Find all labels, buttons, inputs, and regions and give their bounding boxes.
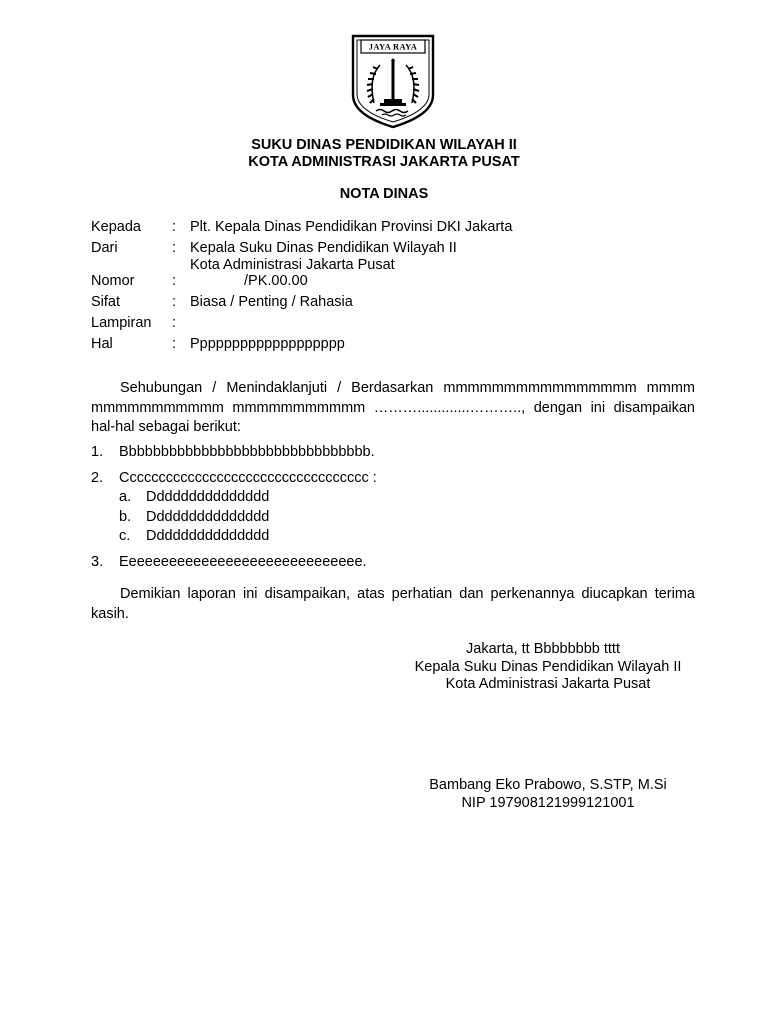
field-colon: :: [172, 315, 177, 331]
jakarta-crest-logo: [350, 33, 436, 129]
list-number: 2.: [91, 470, 104, 486]
field-label: Hal: [91, 336, 113, 352]
list-number: 1.: [91, 444, 104, 460]
closing-paragraph: Demikian laporan ini disampaikan, atas perhatian dan perkenannya diucapkan terima kasih.: [91, 586, 695, 622]
intro-paragraph: Sehubungan / Menindaklanjuti / Berdasarkan mmmmmmmmmmmmmmmm mmmm mmmmmmmmmmm mmmmmmmmmmm ……….............……….., dengan ini disampaikan hal-hal sebagai berikut:: [91, 380, 695, 435]
field-colon: :: [172, 240, 177, 256]
signature-position-line1: Kepala Suku Dinas Pendidikan Wilayah II: [414, 659, 682, 675]
field-value-line2: Kota Administrasi Jakarta Pusat: [190, 257, 395, 273]
field-colon: :: [172, 336, 177, 352]
document-title: NOTA DINAS: [339, 186, 429, 202]
signature-place-date: Jakarta, tt Bbbbbbbb tttt: [466, 641, 620, 657]
field-value: Ppppppppppppppppppp: [190, 336, 345, 352]
field-label: Kepada: [91, 219, 141, 235]
field-colon: :: [172, 273, 177, 289]
logo-banner-text: JAYA RAYA: [368, 41, 418, 52]
field-label: Nomor: [91, 273, 135, 289]
sub-list-letter: a.: [119, 489, 132, 505]
agency-city: KOTA ADMINISTRASI JAKARTA PUSAT: [248, 154, 520, 170]
signatory-name: Bambang Eko Prabowo, S.STP, M.Si: [429, 777, 667, 793]
field-label: Sifat: [91, 294, 121, 310]
field-value: Plt. Kepala Dinas Pendidikan Provinsi DKI Jakarta: [190, 219, 513, 235]
list-text: Bbbbbbbbbbbbbbbbbbbbbbbbbbbbbbb.: [119, 444, 375, 460]
sub-list-text: Ddddddddddddddd: [146, 489, 270, 505]
field-colon: :: [172, 294, 177, 310]
sub-list-text: Ddddddddddddddd: [146, 528, 270, 544]
field-value: /PK.00.00: [244, 273, 308, 289]
list-text: Eeeeeeeeeeeeeeeeeeeeeeeeeeeeee.: [119, 554, 367, 570]
field-colon: :: [172, 219, 177, 235]
field-value: Biasa / Penting / Rahasia: [190, 294, 353, 310]
field-label: Lampiran: [91, 315, 152, 331]
sub-list-letter: b.: [119, 509, 132, 525]
list-number: 3.: [91, 554, 104, 570]
agency-name: SUKU DINAS PENDIDIKAN WILAYAH II: [251, 137, 517, 153]
signatory-nip: NIP 197908121999121001: [461, 795, 635, 811]
list-text: Cccccccccccccccccccccccccccccccccc :: [119, 470, 377, 486]
field-label: Dari: [91, 240, 118, 256]
sub-list-text: Ddddddddddddddd: [146, 509, 270, 525]
sub-list-letter: c.: [119, 528, 131, 544]
field-value: Kepala Suku Dinas Pendidikan Wilayah II: [190, 240, 457, 256]
signature-position-line2: Kota Administrasi Jakarta Pusat: [445, 676, 651, 692]
